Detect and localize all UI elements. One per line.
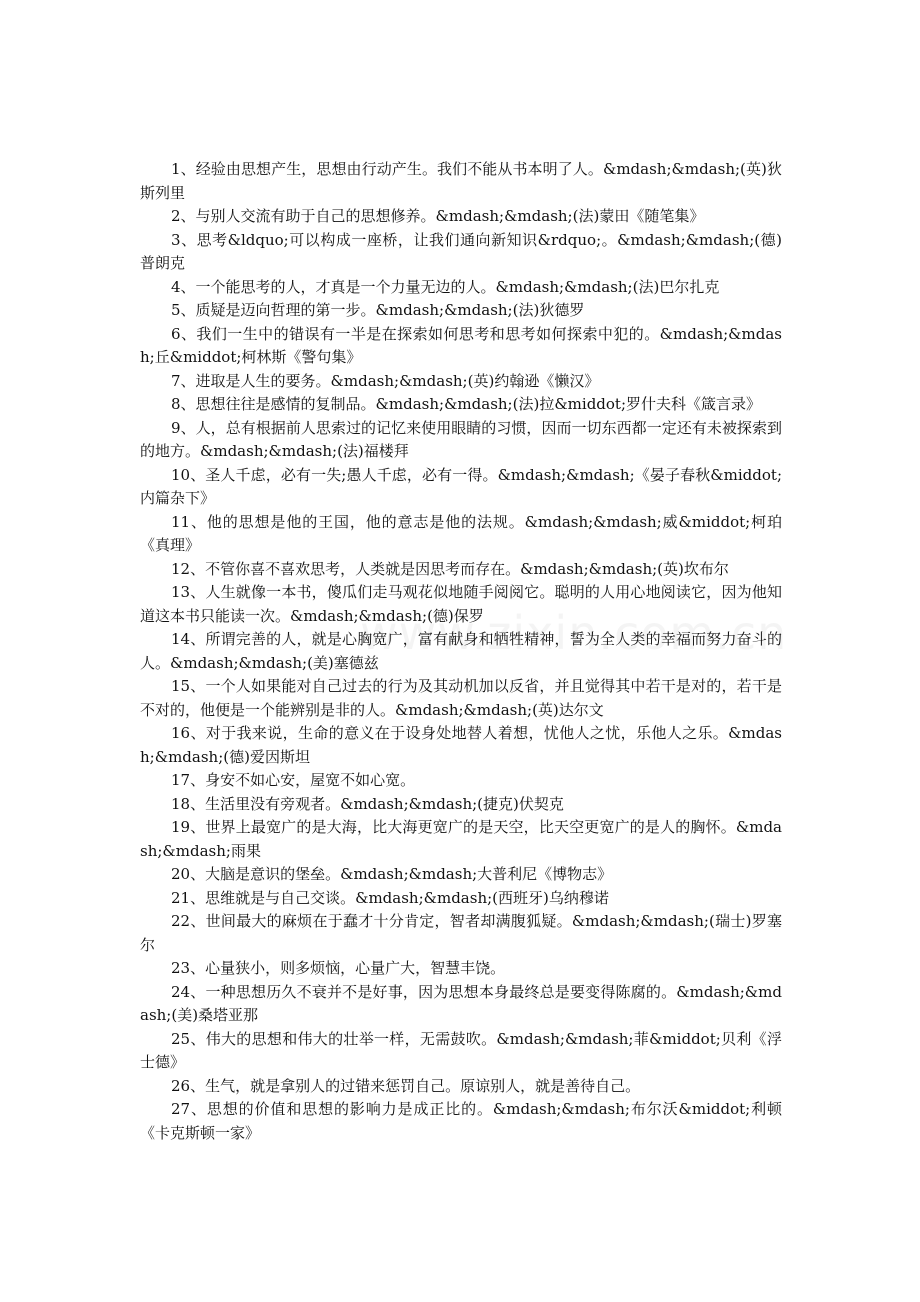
quote-item: 16、对于我来说，生命的意义在于设身处地替人着想，忧他人之忧，乐他人之乐。&mdash;&mdash;(德)爱因斯坦 (140, 724, 782, 766)
quote-item: 11、他的思想是他的王国，他的意志是他的法规。&mdash;&mdash;威&middot;柯珀《真理》 (140, 512, 782, 554)
quote-item: 5、质疑是迈向哲理的第一步。&mdash;&mdash;(法)狄德罗 (171, 301, 585, 319)
quote-item: 10、圣人千虑，必有一失;愚人千虑，必有一得。&mdash;&mdash;《晏子春秋&middot;内篇杂下》 (140, 465, 782, 507)
quote-item: 22、世间最大的麻烦在于蠢才十分肯定，智者却满腹狐疑。&mdash;&mdash;(瑞士)罗塞尔 (140, 912, 782, 954)
quote-item: 13、人生就像一本书，傻瓜们走马观花似地随手阅阅它。聪明的人用心地阅读它，因为他知道这本书只能读一次。&mdash;&mdash;(德)保罗 (140, 583, 782, 625)
quote-item: 19、世界上最宽广的是大海，比大海更宽广的是天空，比天空更宽广的是人的胸怀。&mdash;&mdash;雨果 (140, 818, 782, 860)
quote-item: 25、伟大的思想和伟大的壮举一样，无需鼓吹。&mdash;&mdash;菲&middot;贝利《浮士德》 (140, 1029, 782, 1071)
quote-item: 14、所谓完善的人，就是心胸宽广，富有献身和牺牲精神，誓为全人类的幸福而努力奋斗的人。&mdash;&mdash;(美)塞德兹 (140, 630, 782, 672)
quote-item: 1、经验由思想产生，思想由行动产生。我们不能从书本明了人。&mdash;&mdash;(英)狄斯列里 (140, 160, 782, 202)
quote-item: 12、不管你喜不喜欢思考，人类就是因思考而存在。&mdash;&mdash;(英)坎布尔 (171, 559, 729, 578)
quote-item: 24、一种思想历久不衰并不是好事，因为思想本身最终总是要变得陈腐的。&mdash;&mdash;(美)桑塔亚那 (140, 982, 782, 1024)
quote-item: 18、生活里没有旁观者。&mdash;&mdash;(捷克)伏契克 (171, 794, 564, 813)
quote-item: 20、大脑是意识的堡垒。&mdash;&mdash;大普利尼《博物志》 (171, 865, 613, 883)
quote-item: 2、与别人交流有助于自己的思想修养。&mdash;&mdash;(法)蒙田《随笔集》 (171, 207, 705, 225)
quote-item: 15、一个人如果能对自己过去的行为及其动机加以反省，并且觉得其中若干是对的，若干是不对的，他便是一个能辨别是非的人。&mdash;&mdash;(英)达尔文 (140, 677, 782, 719)
quote-item: 6、我们一生中的错误有一半是在探索如何思考和思考如何探索中犯的。&mdash;&mdash;丘&middot;柯林斯《警句集》 (140, 324, 782, 366)
quote-item: 7、进取是人生的要务。&mdash;&mdash;(英)约翰逊《懒汉》 (171, 371, 600, 390)
quote-item: 21、思维就是与自己交谈。&mdash;&mdash;(西班牙)乌纳穆诺 (171, 888, 609, 907)
quote-item: 4、一个能思考的人，才真是一个力量无边的人。&mdash;&mdash;(法)巴尔扎克 (171, 277, 720, 296)
quote-item: 26、生气，就是拿别人的过错来惩罚自己。原谅别人，就是善待自己。 (171, 1076, 641, 1095)
quote-item: 9、人，总有根据前人思索过的记忆来使用眼睛的习惯，因而一切东西都一定还有未被探索到的地方。&mdash;&mdash;(法)福楼拜 (140, 418, 782, 460)
quote-item: 17、身安不如心安，屋宽不如心宽。 (171, 771, 416, 789)
quote-item: 3、思考&ldquo;可以构成一座桥，让我们通向新知识&rdquo;。&mdash;&mdash;(德)普朗克 (140, 230, 782, 272)
quote-item: 23、心量狭小，则多烦恼，心量广大，智慧丰饶。 (171, 959, 506, 977)
quote-list (140, 158, 782, 1145)
quote-item: 8、思想往往是感情的复制品。&mdash;&mdash;(法)拉&middot;罗什夫科《箴言录》 (171, 395, 762, 413)
quote-item: 27、思想的价值和思想的影响力是成正比的。&mdash;&mdash;布尔沃&middot;利顿《卡克斯顿一家》 (140, 1100, 782, 1142)
